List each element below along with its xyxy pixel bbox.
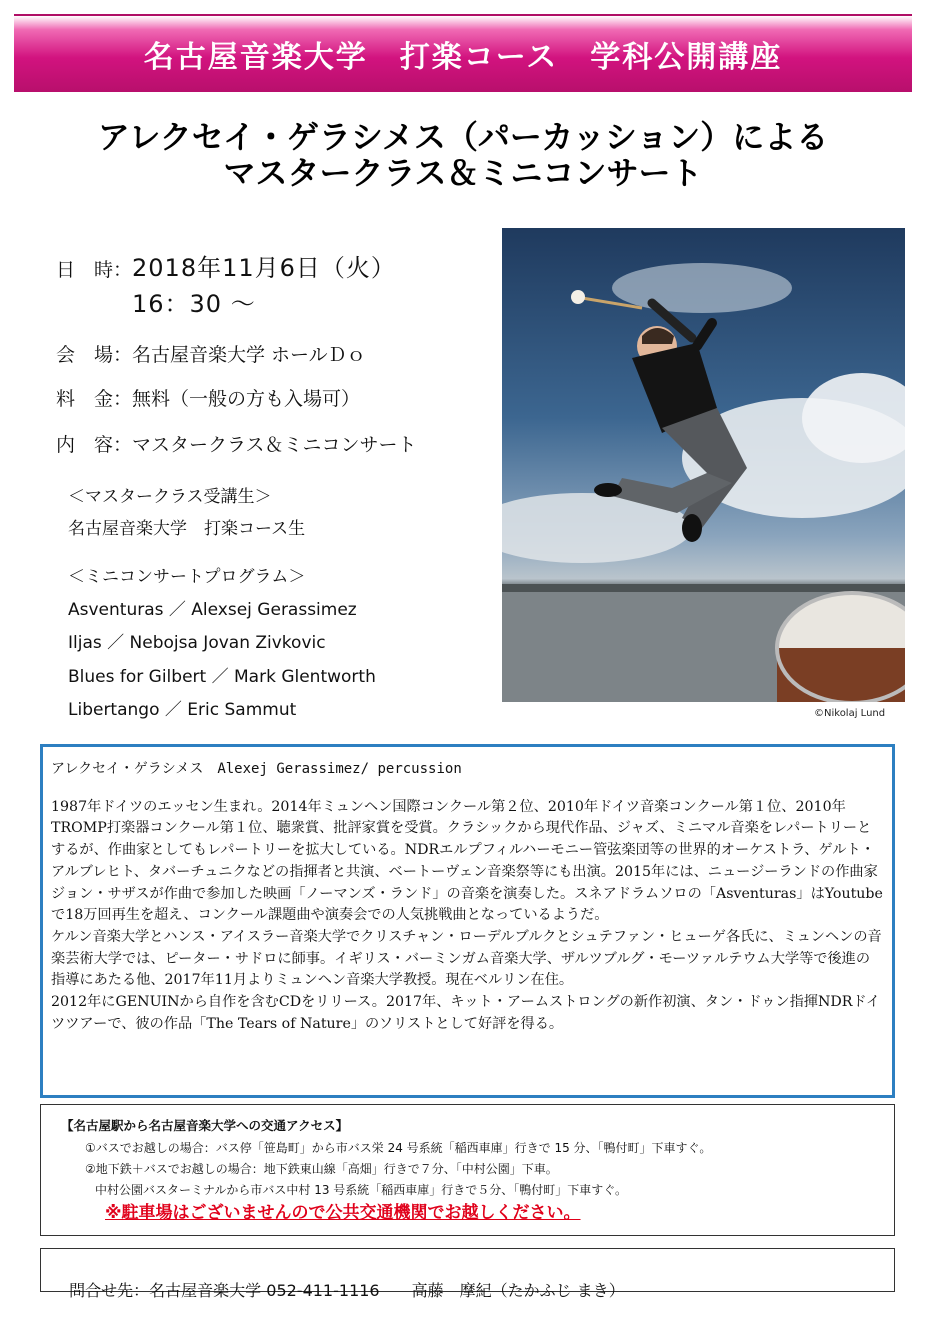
date-label: 日 時：	[56, 259, 133, 281]
date-row	[56, 248, 396, 283]
biography-box	[40, 744, 895, 1098]
parking-warning: ※駐車場はございませんので公共交通機関でお越しください。	[105, 1203, 581, 1223]
performer-photo	[502, 228, 905, 702]
biography-paragraph: ケルン音楽大学とハンス・アイスラー音楽大学でクリスチャン・ローデルブルクとシュテファン・ヒューゲ各氏に、ミュンヘンの音楽芸術大学では、ピーター・サドロに師事。イギリス・バーミンガム音楽大学、ザルツブルグ・モーツァルテウム大学等で後進の指導にあたる他、2017年11月よりミュンヘン音楽大学教授。現在ベルリン在住。	[51, 928, 882, 989]
fee-value: 無料（一般の方も入場可）	[132, 388, 361, 410]
content-label: 内 容：	[56, 434, 133, 456]
header-banner	[14, 14, 912, 92]
biography-paragraph: 1987年ドイツのエッセン生まれ。2014年ミュンヘン国際コンクール第２位、2010年ドイツ音楽コンクール第１位、2010年TROMP打楽器コンクール第１位、聴衆賞、批評家賞を受賞。クラシックから現代作品、ジャズ、ミニマル音楽をレパートリーとするが、作曲家としてもレパートリーを拡大している。NDRエルプフィルハーモニー管弦楽団等の世界的オーケストラ、ゲルト・アルブレヒト、タバーチュニクなどの指揮者と共演、ベートーヴェン音楽祭等にも出演。2015年には、ニュージーランドの作曲家ジョン・サザスが作曲で参加した映画「ノーマンズ・ランド」の音楽を演奏した。スネアドラムソロの「Asventuras」はYoutubeで18万回再生を超え、コンクール課題曲や演奏会での人気挑戦曲となっているようだ。	[51, 798, 883, 924]
masterclass-students: 名古屋音楽大学 打楽コース生	[68, 519, 306, 539]
venue-row	[56, 340, 366, 367]
photo-credit: ©Nikolaj Lund	[814, 708, 886, 719]
program-item: Blues for Gilbert ／ Mark Glentworth	[68, 667, 376, 687]
venue-value: 名古屋音楽大学 ホールＤｏ	[132, 344, 366, 366]
content-row	[56, 430, 416, 457]
access-subway-bus: 中村公園バスターミナルから市バス中村 13 号系統「稲西車庫」行きで５分、「鴨付町」下車すぐ。	[95, 1183, 628, 1197]
venue-label: 会 場：	[56, 344, 133, 366]
biography-heading: アレクセイ・ゲラシメス Alexej Gerassimez/ percussion	[51, 761, 462, 777]
event-title-line-1: アレクセイ・ゲラシメス（パーカッション）による	[97, 118, 829, 156]
contact-box	[40, 1248, 895, 1300]
contact-info: 問合せ先：名古屋音楽大学 052-411-1116 高藤 摩紀（たかふじ まき）	[69, 1281, 625, 1300]
masterclass-heading: ＜マスタークラス受講生＞	[68, 487, 272, 507]
access-heading: 【名古屋駅から名古屋音楽大学への交通アクセス】	[61, 1118, 349, 1133]
fee-label: 料 金：	[56, 388, 133, 410]
banner-title: 名古屋音楽大学 打楽コース 学科公開講座	[143, 40, 783, 75]
program-item: Libertango ／ Eric Sammut	[68, 700, 297, 720]
access-info-box	[40, 1104, 895, 1236]
program-item: Asventuras ／ Alexsej Gerassimez	[68, 600, 357, 620]
biography-paragraph: 2012年にGENUINから自作を含むCDをリリース。2017年、キット・アームストロングの新作初演、タン・ドゥン指揮NDRドイツツアーで、彼の作品「The Tears of Nature」のソリストとして好評を得る。	[51, 994, 881, 1032]
date-value: 2018年11月6日（火）	[132, 254, 396, 282]
fee-row	[56, 384, 360, 411]
jumping-percussionist-illustration	[502, 228, 905, 702]
access-bus: ①バスでお越しの場合：バス停「笹島町」から市バス栄 24 号系統「稲西車庫」行きで 15 分、「鴨付町」下車すぐ。	[85, 1141, 712, 1155]
access-subway: ②地下鉄＋バスでお越しの場合：地下鉄東山線「高畑」行きで７分、「中村公園」下車。	[85, 1162, 558, 1176]
event-title-line-2: マスタークラス＆ミニコンサート	[223, 154, 703, 192]
program-heading: ＜ミニコンサートプログラム＞	[68, 567, 306, 587]
program-item: Iljas ／ Nebojsa Jovan Zivkovic	[68, 633, 326, 653]
time-value: 16：30 ～	[132, 290, 256, 318]
content-value: マスタークラス＆ミニコンサート	[132, 434, 417, 456]
